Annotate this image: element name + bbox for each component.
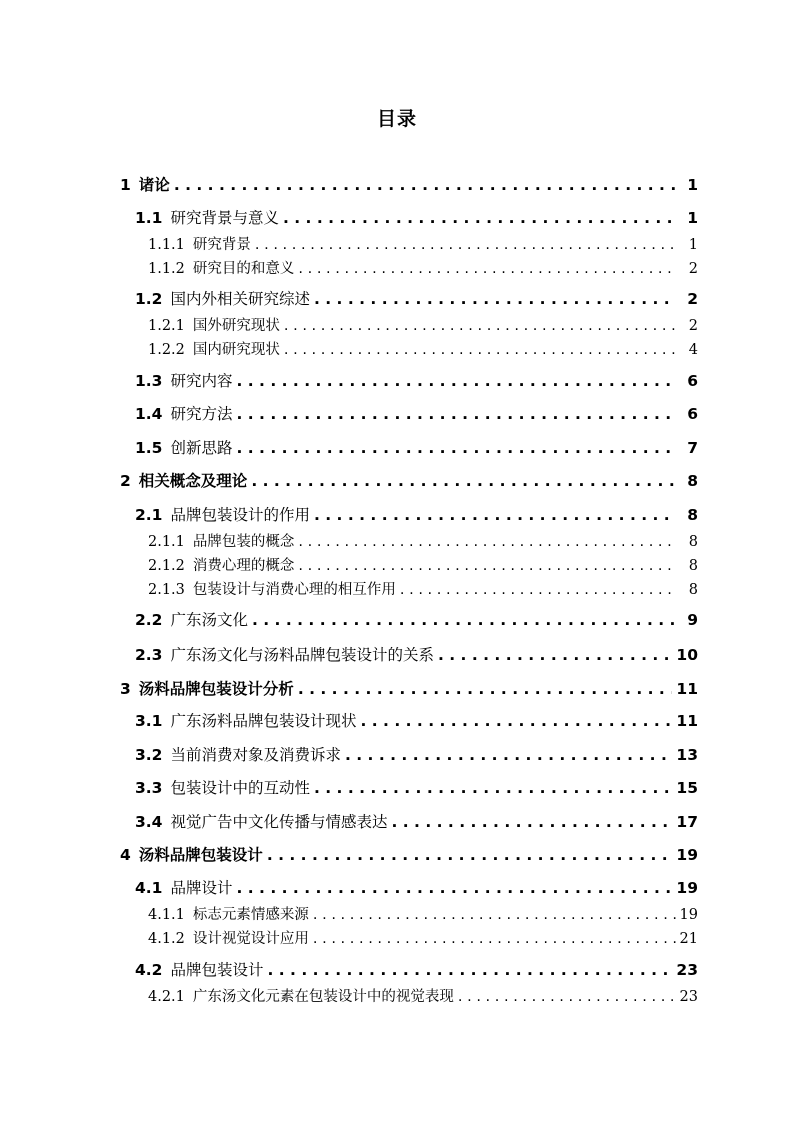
- toc-entry-level-2[interactable]: [135, 206, 698, 228]
- dot-leader: [298, 534, 676, 550]
- toc-entry-level-3[interactable]: [148, 578, 698, 599]
- toc-entry-number: 4.1.1: [148, 907, 185, 923]
- toc-entry-page-number: 2: [688, 261, 698, 277]
- toc-entry-page-number: 8: [687, 472, 698, 490]
- toc-entry-page-number: 11: [676, 680, 698, 698]
- toc-entry-level-2[interactable]: [135, 876, 698, 898]
- toc-entry-level-3[interactable]: [148, 554, 698, 575]
- toc-entry-label: 广东汤文化与汤料品牌包装设计的关系: [170, 646, 434, 664]
- dot-leader: [236, 405, 676, 423]
- toc-entry-page-number: 2: [687, 290, 698, 308]
- toc-entry-page-number: 11: [676, 712, 698, 730]
- toc-entry-level-2[interactable]: [135, 287, 698, 309]
- toc-entry-label: 广东汤文化: [170, 611, 248, 629]
- toc-entry-page-number: 17: [676, 813, 698, 831]
- toc-entry-level-2[interactable]: [135, 608, 698, 630]
- toc-entry-label: 创新思路: [170, 439, 233, 457]
- toc-entry-label: 国内研究现状: [192, 342, 280, 358]
- page-title: 目录: [376, 108, 417, 130]
- dot-leader: [313, 907, 676, 923]
- toc-entry-label: 研究背景与意义: [170, 209, 279, 227]
- toc-entry-page-number: 8: [688, 558, 698, 574]
- toc-entry-page-number: 19: [676, 879, 698, 897]
- toc-entry-label: 相关概念及理论: [138, 472, 248, 490]
- toc-entry-page-number: 6: [687, 405, 698, 423]
- dot-leader: [236, 372, 676, 390]
- dot-leader: [458, 989, 676, 1005]
- toc-entry-number: 3.2: [135, 746, 163, 764]
- toc-entry-number: 4.1.2: [148, 931, 185, 947]
- toc-entry-level-3[interactable]: [148, 985, 698, 1006]
- toc-entry-number: 3.3: [135, 779, 163, 797]
- toc-entry-number: 1.2.1: [148, 318, 185, 334]
- toc-entry-number: 1.4: [135, 405, 163, 423]
- toc-entry-number: 3.4: [135, 813, 163, 831]
- toc-entry-number: 2.1: [135, 506, 163, 524]
- toc-entry-level-1[interactable]: [120, 677, 698, 699]
- toc-entry-page-number: 7: [687, 439, 698, 457]
- dot-leader: [251, 472, 676, 490]
- toc-entry-label: 当前消费对象及消费诉求: [170, 746, 341, 764]
- dot-leader: [174, 176, 676, 194]
- toc-entry-page-number: 23: [679, 989, 698, 1005]
- toc-entry-page-number: 19: [679, 907, 698, 923]
- dot-leader: [313, 931, 676, 947]
- toc-entry-number: 2.2: [135, 611, 163, 629]
- toc-entry-label: 研究目的和意义: [192, 261, 295, 277]
- toc-entry-level-3[interactable]: [148, 314, 698, 335]
- toc-entry-label: 标志元素情感来源: [192, 907, 309, 923]
- dot-leader: [314, 506, 676, 524]
- dot-leader: [298, 261, 676, 277]
- toc-entry-page-number: 8: [688, 582, 698, 598]
- toc-entry-page-number: 4: [688, 342, 698, 358]
- dot-leader: [345, 746, 672, 764]
- dot-leader: [400, 582, 676, 598]
- dot-leader: [438, 646, 672, 664]
- toc-entry-number: 4.2.1: [148, 989, 185, 1005]
- toc-entry-page-number: 10: [676, 646, 698, 664]
- toc-entry-number: 2.1.1: [148, 534, 185, 550]
- toc-entry-level-1[interactable]: [120, 843, 698, 865]
- toc-entry-level-2[interactable]: [135, 709, 698, 731]
- toc-entry-level-2[interactable]: [135, 643, 698, 665]
- dot-leader: [255, 237, 676, 253]
- toc-entry-page-number: 23: [676, 961, 698, 979]
- toc-entry-label: 广东汤料品牌包装设计现状: [170, 712, 357, 730]
- dot-leader: [284, 342, 676, 358]
- toc-entry-level-3[interactable]: [148, 903, 698, 924]
- toc-entry-page-number: 1: [687, 176, 698, 194]
- toc-entry-label: 广东汤文化元素在包装设计中的视觉表现: [192, 989, 454, 1005]
- toc-entry-level-1[interactable]: [120, 469, 698, 491]
- toc-entry-label: 视觉广告中文化传播与情感表达: [170, 813, 388, 831]
- toc-entry-label: 包装设计与消费心理的相互作用: [192, 582, 396, 598]
- toc-entry-level-2[interactable]: [135, 810, 698, 832]
- toc-entry-level-3[interactable]: [148, 927, 698, 948]
- toc-entry-label: 品牌包装设计的作用: [170, 506, 310, 524]
- toc-entry-label: 诸论: [138, 176, 170, 194]
- toc-entry-label: 包装设计中的互动性: [170, 779, 310, 797]
- toc-entry-page-number: 6: [687, 372, 698, 390]
- toc-entry-number: 2.1.2: [148, 558, 185, 574]
- toc-entry-page-number: 9: [687, 611, 698, 629]
- toc-entry-level-2[interactable]: [135, 743, 698, 765]
- toc-entry-page-number: 1: [688, 237, 698, 253]
- toc-entry-number: 1.2.2: [148, 342, 185, 358]
- toc-entry-level-2[interactable]: [135, 503, 698, 525]
- toc-entry-label: 研究背景: [192, 237, 251, 253]
- toc-entry-label: 品牌设计: [170, 879, 233, 897]
- toc-entry-level-3[interactable]: [148, 530, 698, 551]
- dot-leader: [252, 611, 676, 629]
- toc-entry-number: 3.1: [135, 712, 163, 730]
- toc-entry-level-2[interactable]: [135, 776, 698, 798]
- toc-entry-number: 2.3: [135, 646, 163, 664]
- toc-entry-number: 1.1: [135, 209, 163, 227]
- toc-entry-label: 汤料品牌包装设计分析: [138, 680, 294, 698]
- toc-entry-number: 1.1.1: [148, 237, 185, 253]
- toc-entry-level-3[interactable]: [148, 338, 698, 359]
- toc-entry-page-number: 19: [676, 846, 698, 864]
- dot-leader: [391, 813, 672, 831]
- toc-entry-page-number: 21: [679, 931, 698, 947]
- toc-entry-level-2[interactable]: [135, 402, 698, 424]
- toc-entry-number: 4: [120, 846, 131, 864]
- dot-leader: [284, 318, 676, 334]
- dot-leader: [267, 961, 672, 979]
- dot-leader: [298, 558, 676, 574]
- toc-entry-number: 4.2: [135, 961, 163, 979]
- dot-leader: [236, 439, 676, 457]
- toc-entry-number: 1: [120, 176, 131, 194]
- toc-entry-label: 国内外相关研究综述: [170, 290, 310, 308]
- toc-entry-number: 1.1.2: [148, 261, 185, 277]
- toc-entry-label: 设计视觉设计应用: [192, 931, 309, 947]
- toc-entry-label: 汤料品牌包装设计: [138, 846, 263, 864]
- dot-leader: [298, 680, 673, 698]
- toc-entry-number: 1.3: [135, 372, 163, 390]
- toc-entry-label: 消费心理的概念: [192, 558, 295, 574]
- dot-leader: [314, 779, 672, 797]
- toc-entry-label: 研究内容: [170, 372, 233, 390]
- toc-entry-number: 4.1: [135, 879, 163, 897]
- dot-leader: [314, 290, 676, 308]
- dot-leader: [267, 846, 673, 864]
- dot-leader: [360, 712, 672, 730]
- toc-entry-page-number: 8: [687, 506, 698, 524]
- toc-entry-label: 研究方法: [170, 405, 233, 423]
- toc-entry-number: 1.5: [135, 439, 163, 457]
- dot-leader: [236, 879, 672, 897]
- toc-entry-level-3[interactable]: [148, 233, 698, 254]
- toc-entry-label: 品牌包装设计: [170, 961, 264, 979]
- toc-entry-number: 2.1.3: [148, 582, 185, 598]
- toc-entry-level-2[interactable]: [135, 369, 698, 391]
- toc-entry-page-number: 8: [688, 534, 698, 550]
- toc-entry-label: 品牌包装的概念: [192, 534, 295, 550]
- toc-entry-page-number: 1: [687, 209, 698, 227]
- toc-entry-level-2[interactable]: [135, 436, 698, 458]
- toc-entry-level-3[interactable]: [148, 257, 698, 278]
- toc-entry-label: 国外研究现状: [192, 318, 280, 334]
- toc-entry-level-2[interactable]: [135, 958, 698, 980]
- toc-entry-page-number: 2: [688, 318, 698, 334]
- toc-entry-level-1[interactable]: [120, 173, 698, 195]
- toc-entry-number: 3: [120, 680, 131, 698]
- toc-entry-page-number: 13: [676, 746, 698, 764]
- toc-entry-number: 1.2: [135, 290, 163, 308]
- dot-leader: [283, 209, 676, 227]
- toc-entry-page-number: 15: [676, 779, 698, 797]
- toc-entry-number: 2: [120, 472, 131, 490]
